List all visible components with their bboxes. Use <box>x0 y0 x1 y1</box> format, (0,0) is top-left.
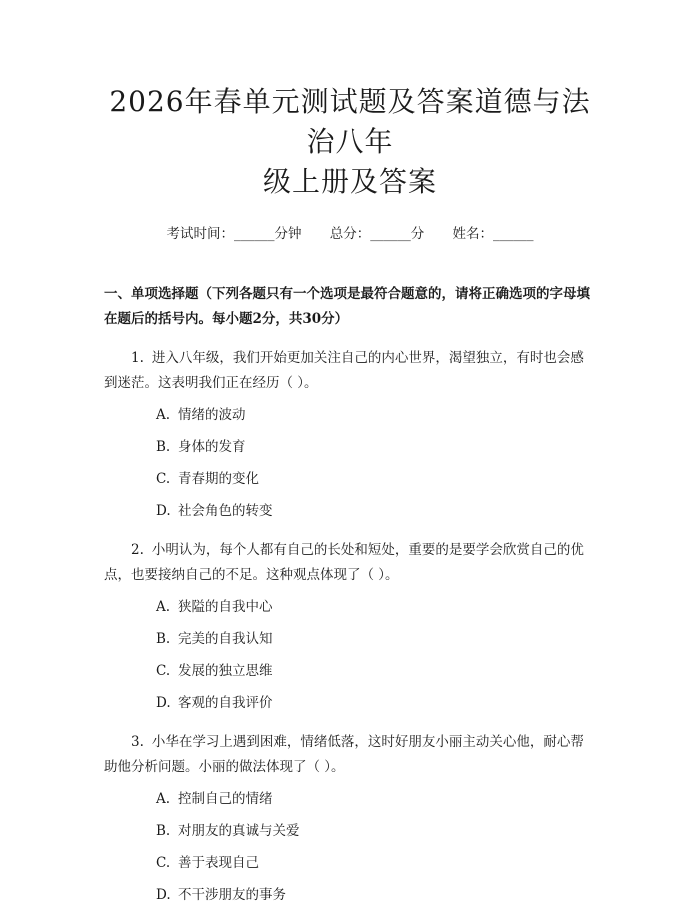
option-letter: D. <box>156 695 171 711</box>
option-a <box>104 787 596 812</box>
option-b <box>104 627 596 652</box>
question-text <box>104 538 596 588</box>
option-list <box>104 403 596 524</box>
option-b <box>104 435 596 460</box>
title-line-1: 2026年春单元测试题及答案道德与法治八年 <box>109 85 591 158</box>
option-d <box>104 499 596 524</box>
option-b <box>104 819 596 844</box>
exam-time: 考试时间：______分钟 <box>166 226 302 242</box>
exam-info <box>104 224 596 244</box>
question-body: 小明认为，每个人都有自己的长处和短处，重要的是要学会欣赏自己的优点，也要接纳自己的不足。这种观点体现了（ ）。 <box>104 542 584 583</box>
option-list <box>104 595 596 716</box>
option-text: 不干涉朋友的事务 <box>178 887 286 903</box>
option-letter: C. <box>156 471 171 487</box>
option-text: 狭隘的自我中心 <box>178 599 273 615</box>
option-letter: A. <box>156 791 171 807</box>
option-letter: A. <box>156 599 171 615</box>
option-c <box>104 851 596 876</box>
question-number: 2. <box>131 542 144 558</box>
document-title <box>104 0 596 202</box>
question-number: 1. <box>131 350 144 366</box>
question-text <box>104 346 596 396</box>
option-text: 社会角色的转变 <box>178 503 273 519</box>
option-text: 控制自己的情绪 <box>178 791 273 807</box>
option-letter: B. <box>156 823 171 839</box>
option-letter: D. <box>156 503 171 519</box>
option-letter: C. <box>156 663 171 679</box>
option-text: 善于表现自己 <box>178 855 259 871</box>
option-letter: A. <box>156 407 171 423</box>
option-list <box>104 787 596 908</box>
option-letter: B. <box>156 439 171 455</box>
question-3 <box>104 730 596 908</box>
question-body: 进入八年级，我们开始更加关注自己的内心世界，渴望独立，有时也会感到迷茫。这表明我们正在经历（ ）。 <box>104 350 584 391</box>
option-text: 完美的自我认知 <box>178 631 273 647</box>
title-line-2: 级上册及答案 <box>262 165 437 198</box>
option-c <box>104 659 596 684</box>
option-c <box>104 467 596 492</box>
option-a <box>104 595 596 620</box>
option-text: 对朋友的真诚与关爱 <box>178 823 300 839</box>
option-text: 情绪的波动 <box>178 407 246 423</box>
option-text: 青春期的变化 <box>178 471 259 487</box>
option-text: 客观的自我评价 <box>178 695 273 711</box>
question-2 <box>104 538 596 716</box>
exam-score: 总分：______分 <box>329 226 425 242</box>
question-1 <box>104 346 596 524</box>
option-d <box>104 883 596 908</box>
question-text <box>104 730 596 780</box>
option-letter: B. <box>156 631 171 647</box>
option-a <box>104 403 596 428</box>
question-number: 3. <box>131 734 144 750</box>
option-text: 身体的发育 <box>178 439 246 455</box>
question-body: 小华在学习上遇到困难，情绪低落，这时好朋友小丽主动关心他，耐心帮助他分析问题。小丽的做法体现了（ ）。 <box>104 734 584 775</box>
option-letter: C. <box>156 855 171 871</box>
option-letter: D. <box>156 887 171 903</box>
option-text: 发展的独立思维 <box>178 663 273 679</box>
option-d <box>104 691 596 716</box>
exam-name: 姓名：______ <box>452 226 534 242</box>
section-heading: 一、单项选择题（下列各题只有一个选项是最符合题意的，请将正确选项的字母填在题后的括号内。每小题2分，共30分） <box>104 286 590 327</box>
